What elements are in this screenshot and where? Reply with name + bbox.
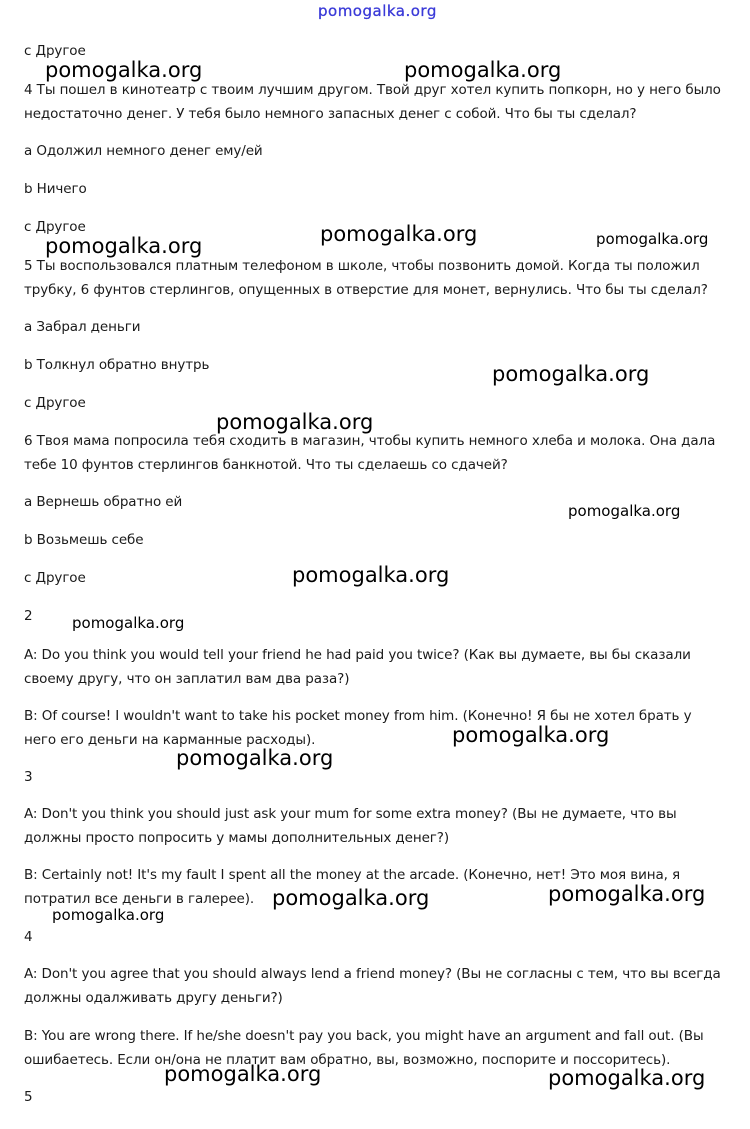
- watermark: pomogalka.org: [272, 886, 430, 910]
- watermark: pomogalka.org: [320, 222, 478, 246]
- watermark: pomogalka.org: [45, 58, 203, 82]
- watermark: pomogalka.org: [45, 234, 203, 258]
- section-number-3: 3: [24, 769, 33, 785]
- option-b-q5: b Толкнул обратно внутрь: [24, 357, 210, 373]
- option-a-q4: a Одолжил немного денег ему/ей: [24, 143, 263, 159]
- watermark: pomogalka.org: [568, 502, 681, 520]
- watermark: pomogalka.org: [164, 1062, 322, 1086]
- watermark: pomogalka.org: [452, 723, 610, 747]
- watermark: pomogalka.org: [492, 362, 650, 386]
- option-a-q6: a Вернешь обратно ей: [24, 494, 183, 510]
- option-c-q6: c Другое: [24, 570, 86, 586]
- watermark: pomogalka.org: [404, 58, 562, 82]
- watermark: pomogalka.org: [72, 614, 185, 632]
- option-c-q3: c Другое: [24, 43, 86, 59]
- watermark-top: pomogalka.org: [318, 2, 437, 20]
- dialogue-2-a: A: Do you think you would tell your friend he had paid you twice? (Как вы думаете, вы бы сказали своему другу, что он заплатил вам два раза?): [24, 647, 691, 687]
- question-5: 5 Ты воспользовался платным телефоном в школе, чтобы позвонить домой. Когда ты положил трубку, 6 фунтов стерлингов, опущенных в отверстие для монет, вернулись. Что бы ты сделал?: [24, 258, 708, 298]
- watermark: pomogalka.org: [52, 906, 165, 924]
- dialogue-3-b: B: Certainly not! It's my fault I spent all the money at the arcade. (Конечно, нет! Это моя вина, я потратил все деньги в галерее).: [24, 867, 681, 907]
- option-c-q4: c Другое: [24, 219, 86, 235]
- option-b-q4: b Ничего: [24, 181, 87, 197]
- watermark: pomogalka.org: [216, 410, 374, 434]
- section-number-4: 4: [24, 929, 33, 945]
- section-number-2: 2: [24, 608, 33, 624]
- option-b-q6: b Возьмешь себе: [24, 532, 144, 548]
- watermark: pomogalka.org: [176, 746, 334, 770]
- option-a-q5: a Забрал деньги: [24, 319, 141, 335]
- watermark: pomogalka.org: [292, 563, 450, 587]
- dialogue-3-a: A: Don't you think you should just ask your mum for some extra money? (Вы не думаете, что вы должны просто попросить у мамы дополнительных денег?): [24, 806, 677, 846]
- dialogue-2-b: B: Of course! I wouldn't want to take his pocket money from him. (Конечно! Я бы не хотел брать у него его деньги на карманные расходы).: [24, 708, 692, 748]
- watermark: pomogalka.org: [596, 230, 709, 248]
- option-c-q5: c Другое: [24, 395, 86, 411]
- watermark: pomogalka.org: [548, 882, 706, 906]
- dialogue-4-b: B: You are wrong there. If he/she doesn't pay you back, you might have an argument and fall out. (Вы ошибаетесь. Если он/она не платит вам обратно, вы, возможно, поспорите и поссоритесь).: [24, 1028, 704, 1068]
- section-number-5: 5: [24, 1089, 33, 1105]
- watermark: pomogalka.org: [548, 1066, 706, 1090]
- dialogue-4-a: A: Don't you agree that you should always lend a friend money? (Вы не согласны с тем, что вы всегда должны одалживать другу деньги?): [24, 966, 721, 1006]
- question-4: 4 Ты пошел в кинотеатр с твоим лучшим другом. Твой друг хотел купить попкорн, но у него было недостаточно денег. У тебя было немного запасных денег с собой. Что бы ты сделал?: [24, 82, 721, 122]
- question-6: 6 Твоя мама попросила тебя сходить в магазин, чтобы купить немного хлеба и молока. Она дала тебе 10 фунтов стерлингов банкнотой. Что ты сделаешь со сдачей?: [24, 433, 716, 473]
